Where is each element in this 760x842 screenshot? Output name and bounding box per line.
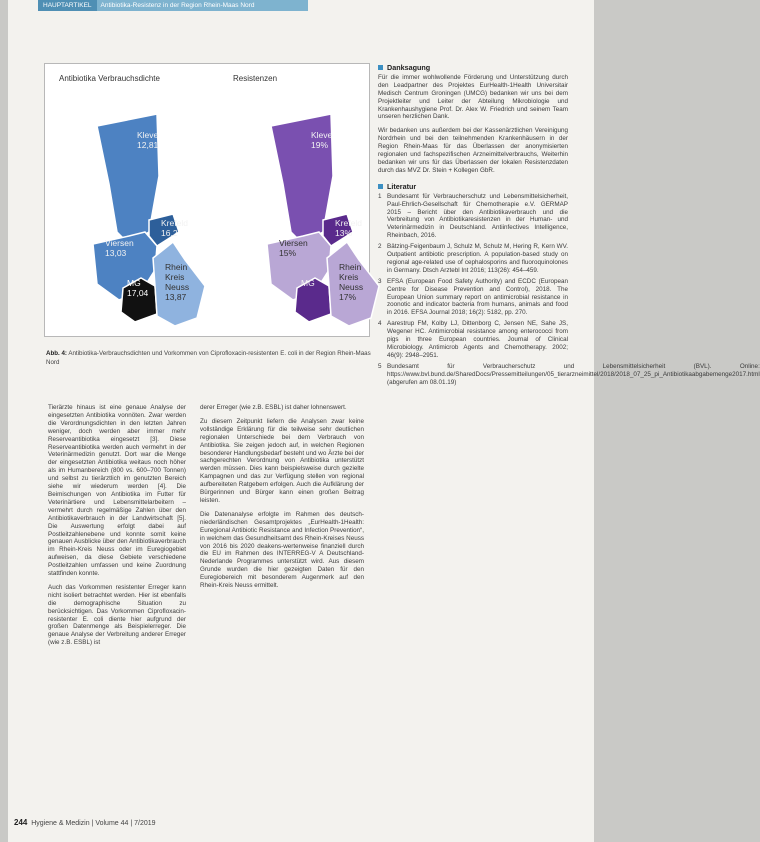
literature-heading: Literatur — [378, 183, 568, 191]
section-square-icon — [378, 184, 383, 189]
right-map-title: Resistenzen — [233, 74, 278, 83]
column-3 — [378, 63, 760, 390]
reference-item: 3 EFSA (European Food Safety Authority) and ECDC (European Centre for Disease Prevention and Control), 2018. The European Union summary report on antimicrobial resistance in zoonotic and indicator bacteria from humans, animals and food in 2016. EFSA Journal 2018; 16(2): 5182, pp. 270. — [378, 277, 568, 317]
left-label-mg: MG 17,04 — [127, 278, 149, 298]
right-label-neuss: Rhein Kreis Neuss 17% — [339, 262, 364, 302]
reference-item: 4 Aarestrup FM, Kolby LJ, Dittenborg C, Jensen NE, Sahe JS, Wegener HC. Antimicrobial resistance among enterococci from pigs in three European countries. Journal of Clinical Microbiology. Antimicrob Agents and Chemotherapy. 2002; 46(9): 2948–2951. — [378, 320, 568, 359]
right-label-kleve: Kleve 19% — [311, 130, 333, 150]
figure-caption — [46, 349, 376, 367]
right-label-viersen: Viersen 15% — [279, 238, 308, 258]
page-footer — [14, 818, 156, 827]
caption-label: Abb. 4: — [46, 350, 67, 357]
left-map — [93, 114, 205, 326]
paragraph: Wir bedanken uns außerdem bei der Kassenärztlichen Vereinigung Nordrhein und bei den teilnehmenden Krankenhäusern in der Region Rhein-Maas für das Überlassen der anonymisierten regionalen und fachspezifischen Arzneimittelverbrauchs, Weiterhin bedanken wir uns für das Überlassen der lokalen Resistenzdaten durch das MVZ Dr. Stein + Kollegen GbR. — [378, 127, 568, 174]
paragraph: Die Datenanalyse erfolgte im Rahmen des deutsch-niederländischen Gesamtprojektes „EurHealth-1Health: Euregional Antibiotic Resistance and Infection Prevention“, in welchem das Gesundheitsamt des Rhein-Kreises Neuss von 2016 bis 2020 deakens-wertenweise finanziell durch die EU im Rahmen des INTERREG-V A Deutschland-Nederlande Programmes unterstützt wird. Aus diesem Grunde wurden die hier gezeigten Daten für den Euregiobereich mit besonderem Augenmerk auf den Rhein-Kreis Neuss ermittelt. — [200, 510, 364, 590]
left-map-title: Antibiotika Verbrauchsdichte — [59, 74, 160, 83]
reference-item: 2 Bätzing-Feigenbaum J, Schulz M, Schulz M, Hering R, Kern WV. Outpatient antibiotic prescription. A population-based study on regional age-related use of cephalosporins and fluoroquinolones in Germany. Dtsch Arztebl Int 2016; 113(26): 454–459. — [378, 243, 568, 274]
figure-maps — [44, 63, 370, 337]
paragraph: Zu diesem Zeitpunkt liefern die Analysen zwar keine vollständige Erklärung für die teilweise sehr deutlichen regionalen Unterschiede bei dem Verbrauch von Antibiotika. Sie zeigen jedoch auf, in welchen Regionen besonderer Handlungsbedarf besteht und wo Ärzte bei der sachgerechten Verordnung von Antibiotika unterstützt werden müssen. Dies kann beispielsweise durch gezielte Kampagnen und das zur Verfügung stellen von regional aufbereiteten Ratgebern erfolgen. Auch die Aufklärung der Bürgerinnen und Bürger kann einen großen Beitrag leisten. — [200, 417, 364, 504]
right-map — [267, 114, 379, 326]
column-2 — [200, 404, 364, 596]
acknowledgement-heading: Danksagung — [378, 64, 568, 72]
right-label-mg: MG — [301, 278, 315, 288]
caption-text: Antibiotika-Verbrauchsdichten und Vorkommen von Ciprofloxacin-resistenten E. coli in der Region Rhein-Maas Nord — [46, 350, 371, 366]
section-tag: HAUPTARTIKEL — [38, 0, 97, 11]
page-number: 244 — [14, 818, 28, 827]
left-label-krefeld: Krefeld 16,2 — [161, 218, 188, 238]
paragraph: Für die immer wohlwollende Förderung und Unterstützung durch den Leadpartner des Projektes EurHealth-1Health Universitair Medisch Centrum Groningen (UMCG) bedanken wir uns bei dem Projektleiter und Leiter der Abteilung Mikrobiologie und Krankenhaushygiene Prof. Dr. Alex W. Friedrich und seinem Team unseren herzlichen Dank. — [378, 73, 568, 121]
maps-svg — [45, 64, 369, 336]
header-title: Antibiotika-Resistenz in der Region Rhein-Maas Nord — [100, 2, 255, 9]
reference-item: 5 Bundesamt für Verbraucherschutz und Lebensmittelsicherheit (BVL). Online: https://www.bvl.bund.de/SharedDocs/Pressemitteilungen/05_tierarzneimittel/2018/2018_07_25_pi_Antibiotikaabgabemenge2017.html (abgerufen am 08.01.19) — [378, 362, 760, 386]
section-square-icon — [378, 65, 383, 70]
paragraph: Tierärzte hinaus ist eine genaue Analyse der eingesetzten Antibiotika vonnöten. Zwar werden die Verordnungsdichten in den letzten Jahren weniger, doch werden aber immer mehr Reserveantibiotika eingesetzt [3]. Diese Reserveantibiotika werden auch vermehrt in der Veterinärmedizin genutzt. Dort war die Menge der eingesetzten Antibiotika weitaus noch höher als im Humanbereich (800 vs. 600–700 Tonnen) und selbst zu tierärztlich im genutzten Bereich siehe wir wiederum werden [4]. Die Beimischungen von Antibiotika im Futter für Veterinärtiere und Lebensmittelarbeitern – vermehrt durch regelmäßige Zahlen über den Antibiotikaverbrauch in der Landwirtschaft [5]. Die Auswertung erfolgt dabei auf Postleitzahlenebene und konnte somit keine genauen Ausblicke über den Antibiotikaverbrauch im Rhein-Kreis Neuss oder im Euregiogebiet aufweisen, da diese Gebiete verschiedene Postleitzahlen umfassen und keine Zuordnung stattfinden konnte. — [48, 404, 186, 578]
left-label-kleve: Kleve 12,81 — [137, 130, 159, 150]
reference-item: 1 Bundesamt für Verbraucherschutz und Lebensmittelsicherheit, Paul-Ehrlich-Gesellschaft für Chemotherapie e.V. GERMAP 2015 – Bericht über den Antibiotikaverbrauch und die Verbreitung von Antibiotikaresistenzen in der Human- und Veterinärmedizin in Deutschland. Antiinfectives Intelligence, Rheinbach, 2016. — [378, 192, 568, 240]
running-header — [38, 0, 308, 11]
journal-name: Hygiene & Medizin | Volume 44 | 7/2019 — [31, 820, 156, 827]
paragraph: Auch das Vorkommen resistenter Erreger kann nicht isoliert betrachtet werden. Hier ist ebenfalls die demographische Situation zu berücksichtigen. Das Vorkommen Ciprofloxacin-resistenter E. coli diente hier aufgrund der großen Datenmenge als Beispielerreger. Die genaue Analyse der Verbreitung anderer Erreger (wie z.B. ESBL) ist — [48, 583, 186, 647]
column-1 — [48, 404, 186, 653]
left-label-neuss: Rhein Kreis Neuss 13,87 — [165, 262, 190, 302]
paragraph: derer Erreger (wie z.B. ESBL) ist daher lohnenswert. — [200, 404, 347, 411]
left-label-viersen: Viersen 13,03 — [105, 238, 134, 258]
right-label-krefeld: Krefeld 13% — [335, 218, 362, 238]
